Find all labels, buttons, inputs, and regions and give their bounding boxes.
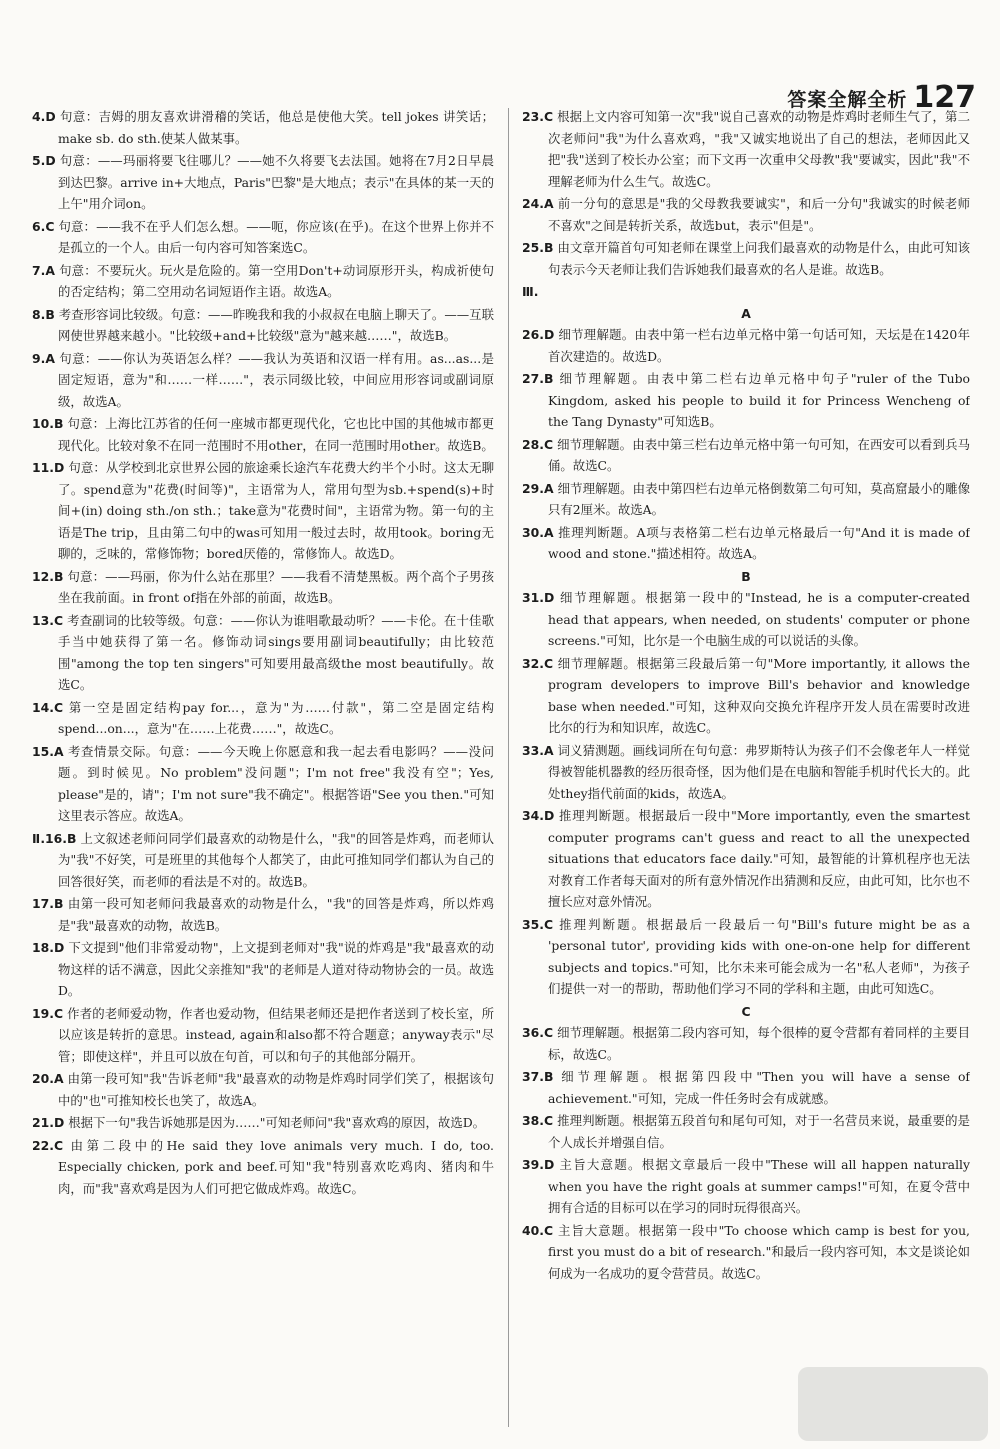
answer-number: 25.B bbox=[522, 240, 554, 255]
answer-explanation: 第一空是固定结构pay for...，意为"为……付款"，第二空是固定结构spend...on...，意为"在……上花费……"，故选C。 bbox=[58, 699, 494, 736]
answer-item bbox=[522, 237, 970, 280]
answer-number: 36.C bbox=[522, 1025, 554, 1040]
answer-number: 15.A bbox=[32, 743, 64, 759]
answer-item bbox=[522, 434, 970, 477]
answer-explanation: 根据下一句"我告诉她那是因为……"可知老师问"我"喜欢鸡的原因，故选D。 bbox=[64, 1115, 486, 1130]
answer-item bbox=[32, 413, 494, 456]
answer-number: 21.D bbox=[32, 1115, 65, 1130]
answer-item bbox=[522, 1154, 970, 1219]
answer-item bbox=[32, 348, 494, 413]
right-column bbox=[522, 106, 970, 1427]
answer-explanation: 句意：——玛丽将要飞往哪儿？——她不久将要飞去法国。她将在7月2日早晨到达巴黎。arrive in+大地点，Paris"巴黎"是大地点；表示"在具体的某一天的上午"用介词on。 bbox=[55, 153, 494, 211]
answer-number: 33.A bbox=[522, 742, 554, 758]
answer-explanation: 下文提到"他们非常爱动物"，上文提到老师对"我"说的炸鸡是"我"最喜欢的动物这样的话不满意，因此父亲推知"我"的老师是人道对待动物协会的一员。故选D。 bbox=[58, 940, 494, 998]
answer-item bbox=[32, 106, 494, 149]
answer-number: 37.B bbox=[522, 1069, 554, 1084]
answer-item bbox=[522, 805, 970, 913]
answer-number: 34.D bbox=[522, 808, 555, 823]
answer-explanation: 作者的老师爱动物，作者也爱动物，但结果老师还是把作者送到了校长室，所以应该是转折的意思。instead, again和also都不符合题意；anyway表示"尽管；即使这样"，并且可以放在句首，可以和句子的其他部分隔开。 bbox=[58, 1005, 494, 1064]
answer-explanation: 句意：上海比江苏省的任何一座城市都更现代化，它也比中国的其他城市都更现代化。比较对象不在同一范围时不用other，在同一范围时用other。故选B。 bbox=[58, 416, 494, 453]
answer-explanation: 句意：——你认为英语怎么样？——我认为英语和汉语一样有用。as...as...是固定短语，意为"和……一样……"，表示同级比较，中间应用形容词或副词原级，故选A。 bbox=[54, 350, 494, 409]
answer-item bbox=[32, 1112, 494, 1134]
answer-explanation: 考查形容词比较级。句意：——昨晚我和我的小叔叔在电脑上聊天了。——互联网使世界越来越小。"比较级+and+比较级"意为"越来越……"，故选B。 bbox=[54, 306, 494, 343]
answer-item bbox=[32, 741, 494, 827]
answer-number: 27.B bbox=[522, 371, 554, 386]
left-column bbox=[32, 106, 494, 1427]
header-title: 答案全解全析 bbox=[787, 89, 908, 111]
passage-heading: A bbox=[741, 305, 751, 321]
answer-number: 31.D bbox=[522, 590, 555, 605]
answer-explanation: 词义猜测题。画线词所在句句意：弗罗斯特认为孩子们不会像老年人一样觉得被智能机器教的经历很奇怪，因为他们是在电脑和智能手机时代长大的。此处they指代前面的kids，故选A。 bbox=[548, 742, 970, 801]
answer-item bbox=[32, 937, 494, 1002]
page-number: 127 bbox=[913, 80, 976, 115]
answer-explanation: 句意：从学校到北京世界公园的旅途乘长途汽车花费大约半个小时。这太无聊了。spend意为"花费(时间等)"，主语常为人，常用句型为sb.+spend(s)+时间+(in) doing sth./on sth.；take意为"花费时间"，主语常为物。第一句的主语是The trip，且由第二句中的was可知用一般过去时，故用took。boring无聊的，乏味的，常修饰物；bored厌倦的，常修饰人。故选D。 bbox=[58, 460, 494, 561]
answer-explanation: 句意：——玛丽，你为什么站在那里？——我看不清楚黑板。两个高个子男孩坐在我前面。in front of指在外部的前面，故选B。 bbox=[58, 568, 494, 605]
answer-explanation: 细节理解题。根据第四段中"Then you will have a sense of achievement."可知，完成一件任务时会有成就感。 bbox=[548, 1069, 970, 1106]
watermark-logo bbox=[798, 1367, 988, 1441]
answer-item bbox=[522, 587, 970, 652]
passage-heading: C bbox=[741, 1003, 751, 1019]
answer-explanation: 细节理解题。由表中第四栏右边单元格倒数第二句可知，莫高窟最小的雕像只有2厘米。故选A。 bbox=[548, 480, 970, 517]
answer-explanation: 推理判断题。根据最后一段中"More importantly, even the smartest computer programs can't guess and react to all the unexpected situations that educators face daily."可知，最智能的计算机程序也无法对教育工作者每天面对的所有意外情况作出猜测和反应，由此可知，比尔也不擅长应对意外情况。 bbox=[548, 808, 970, 909]
answer-number: 20.A bbox=[32, 1071, 64, 1086]
answer-explanation: 主旨大意题。根据文章最后一段中"These will all happen naturally when you have the right goals at summer camps!"可知，在夏令营中拥有合适的目标可以在学习的同时玩得很高兴。 bbox=[548, 1157, 970, 1215]
answer-number: 24.A bbox=[522, 196, 554, 211]
answer-item bbox=[32, 610, 494, 696]
answer-explanation: 细节理解题。由表中第三栏右边单元格中第一句可知，在西安可以看到兵马俑。故选C。 bbox=[548, 436, 970, 473]
answer-item bbox=[522, 1110, 970, 1153]
answer-item bbox=[522, 193, 970, 236]
answer-item bbox=[32, 566, 494, 609]
answer-explanation: 推理判断题。根据第五段首句和尾句可知，对于一名营员来说，最重要的是个人成长并增强自信。 bbox=[548, 1113, 970, 1150]
answer-number: 30.A bbox=[522, 524, 554, 540]
answer-number: 13.C bbox=[32, 612, 64, 628]
answer-item bbox=[32, 304, 494, 347]
answer-explanation: 细节理解题。根据第一段中的"Instead, he is a computer-created head that appears, when needed, on students' computer or phone screens."可知，比尔是一个电脑生成的可以说话的头像。 bbox=[548, 590, 970, 648]
answer-number: 35.C bbox=[522, 916, 554, 932]
answer-explanation: 前一分句的意思是"我的父母教我要诚实"，和后一分句"我诚实的时候老师不喜欢"之间是转折关系，故选but，表示"但是"。 bbox=[548, 196, 970, 233]
answer-item bbox=[522, 653, 970, 739]
answer-number: 28.C bbox=[522, 436, 554, 452]
answer-number: 39.D bbox=[522, 1157, 555, 1172]
answer-number: 14.C bbox=[32, 699, 64, 715]
answer-explanation: 推理判断题。根据最后一段最后一句"Bill's future might be as a 'personal tutor', providing kids with one-on-one help for different subjects and topics."可知，比尔未来可能会成为一名"私人老师"，为孩子们提供一对一的帮助，帮助他们学习不同的学科和主题，由此可知选C。 bbox=[548, 916, 970, 996]
answer-item bbox=[522, 478, 970, 521]
answer-number: 32.C bbox=[522, 655, 554, 671]
answer-number: 9.A bbox=[32, 350, 55, 366]
section-marker: Ⅲ. bbox=[522, 284, 539, 299]
answer-number: 22.C bbox=[32, 1137, 64, 1153]
answer-explanation: 上文叙述老师问同学们最喜欢的动物是什么，"我"的回答是炸鸡，而老师认为"我"不好笑，可是班里的其他每个人都笑了，由此可推知同学们都认为自己的回答很好笑，而老师的看法是不对的。故选B。 bbox=[58, 830, 494, 889]
answer-item bbox=[522, 914, 970, 1000]
answer-number: 40.C bbox=[522, 1222, 554, 1238]
answer-item bbox=[32, 828, 494, 893]
answer-item bbox=[32, 260, 494, 303]
answer-number: 23.C bbox=[522, 109, 554, 124]
answer-number: 11.D bbox=[32, 460, 65, 475]
answer-item bbox=[522, 368, 970, 433]
answer-item bbox=[32, 893, 494, 936]
column-divider bbox=[508, 108, 509, 1427]
answer-explanation: 句意：吉姆的朋友喜欢讲滑稽的笑话，他总是使他大笑。tell jokes 讲笑话；make sb. do sth.使某人做某事。 bbox=[55, 109, 494, 146]
answer-item bbox=[32, 1135, 494, 1200]
answer-item bbox=[32, 697, 494, 740]
answer-number: 8.B bbox=[32, 306, 55, 322]
answer-number: 12.B bbox=[32, 568, 64, 584]
answer-item bbox=[32, 1068, 494, 1111]
answer-number: Ⅱ.16.B bbox=[32, 830, 77, 846]
answer-explanation: 考查副词的比较等级。句意：——你认为谁唱歌最动听？——卡伦。在十佳歌手当中她获得了第一名。修饰动词sings要用副词beautifully；由比较范围"among the top ten singers"可知要用最高级the most beautifully。故选C。 bbox=[58, 612, 494, 692]
answer-item bbox=[32, 457, 494, 565]
answer-number: 29.A bbox=[522, 480, 554, 496]
answer-number: 5.D bbox=[32, 153, 56, 168]
answer-number: 26.D bbox=[522, 327, 555, 342]
answer-number: 10.B bbox=[32, 416, 64, 431]
answer-explanation: 考查情景交际。句意：——今天晚上你愿意和我一起去看电影吗？——没问题。到时候见。No problem"没问题"；I'm not free"我没有空"；Yes, please"是的，请"；I'm not sure"我不确定"。根据答语"See you then."可知这里表示答应。故选A。 bbox=[58, 743, 494, 823]
answer-number: 38.C bbox=[522, 1113, 554, 1128]
answer-explanation: 细节理解题。根据第二段内容可知，每个很棒的夏令营都有着同样的主要目标，故选C。 bbox=[548, 1025, 970, 1062]
answer-explanation: 细节理解题。根据第三段最后第一句"More importantly, it allows the program developers to improve Bill's behavior and knowledge base when needed."可知，这种双向交换允许程序开发人员在需要时改进比尔的行为和知识库，故选C。 bbox=[548, 655, 970, 735]
answer-explanation: 细节理解题。由表中第一栏右边单元格中第一句话可知，天坛是在1420年首次建造的。故选D。 bbox=[548, 327, 970, 364]
answer-number: 4.D bbox=[32, 109, 56, 124]
answer-item bbox=[32, 216, 494, 259]
answer-explanation: 句意：——我不在乎人们怎么想。——呃，你应该(在乎)。在这个世界上你并不是孤立的一个人。由后一句内容可知答案选C。 bbox=[54, 218, 494, 255]
answer-number: 19.C bbox=[32, 1005, 64, 1021]
answer-item bbox=[522, 1220, 970, 1285]
answer-number: 7.A bbox=[32, 262, 55, 278]
answer-explanation: 由文章开篇首句可知老师在课堂上问我们最喜欢的动物是什么，由此可知该句表示今天老师让我们告诉她我们最喜欢的名人是谁。故选B。 bbox=[548, 240, 970, 277]
answer-number: 18.D bbox=[32, 940, 65, 955]
answer-explanation: 由第一段可知"我"告诉老师"我"最喜欢的动物是炸鸡时同学们笑了，根据该句中的"也"可推知校长也笑了，故选A。 bbox=[58, 1071, 494, 1108]
answer-explanation: 根据上文内容可知第一次"我"说自己喜欢的动物是炸鸡时老师生气了，第二次老师问"我"为什么喜欢鸡，"我"又诚实地说出了自己的想法，老师因此又把"我"送到了校长办公室；而下文再一次重申父母教"我"要诚实，因此"我"不理解老师为什么生气。故选C。 bbox=[548, 109, 970, 189]
answer-item bbox=[522, 1022, 970, 1065]
answer-explanation: 细节理解题。由表中第二栏右边单元格中句子"ruler of the Tubo Kingdom, asked his people to build it for Princess Wencheng of the Tang Dynasty"可知选B。 bbox=[548, 371, 970, 429]
passage-heading: B bbox=[741, 568, 751, 584]
answer-explanation: 句意：不要玩火。玩火是危险的。第一空用Don't+动词原形开头，构成祈使句的否定结构；第二空用动名词短语作主语。故选A。 bbox=[54, 262, 494, 299]
answer-item bbox=[522, 324, 970, 367]
answer-explanation: 由第二段中的He said they love animals very much. I do, too. Especially chicken, pork and beef.可知"我"特别喜欢吃鸡肉、猪肉和牛肉，而"我"喜欢鸡是因为人们可把它做成炸鸡。故选C。 bbox=[58, 1137, 494, 1196]
answer-item bbox=[522, 522, 970, 565]
answer-item bbox=[32, 150, 494, 215]
answer-item bbox=[522, 1066, 970, 1109]
answer-explanation: 主旨大意题。根据第一段中"To choose which camp is best for you, first you must do a bit of research."和最后一段内容可知，本文是谈论如何成为一名成功的夏令营营员。故选C。 bbox=[548, 1222, 970, 1281]
answer-number: 17.B bbox=[32, 896, 64, 911]
answer-explanation: 推理判断题。A项与表格第二栏右边单元格最后一句"And it is made of wood and stone."描述相符。故选A。 bbox=[548, 524, 970, 561]
answer-explanation: 由第一段可知老师问我最喜欢的动物是什么，"我"的回答是炸鸡，所以炸鸡是"我"最喜欢的动物，故选B。 bbox=[58, 896, 494, 933]
answer-item bbox=[522, 106, 970, 192]
answer-item bbox=[32, 1003, 494, 1068]
answer-item bbox=[522, 740, 970, 805]
answer-number: 6.C bbox=[32, 218, 55, 234]
